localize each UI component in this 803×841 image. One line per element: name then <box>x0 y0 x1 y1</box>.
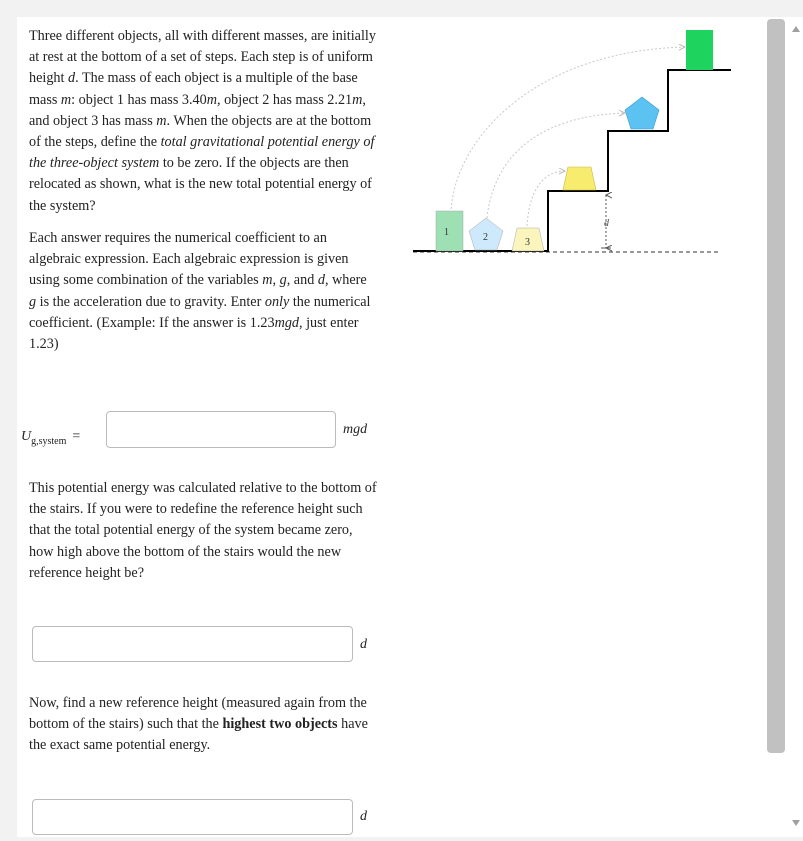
object-1-initial <box>436 211 463 251</box>
equal-energy-height-input[interactable] <box>32 799 353 835</box>
object-2-label: 2 <box>483 232 488 243</box>
scroll-up-icon[interactable] <box>792 26 800 32</box>
potential-energy-label: $U_{g,system}$ = <box>21 429 81 447</box>
step-height-label: d <box>604 218 609 229</box>
scrollbar-thumb[interactable] <box>767 19 785 753</box>
trajectory-object-2 <box>487 113 625 218</box>
reference-height-unit: d <box>360 637 367 652</box>
scroll-down-icon[interactable] <box>792 820 800 826</box>
answer-instructions: Each answer requires the numerical coefficient to an algebraic expression. Each algebraic expression is given using some combination of the variables m, g, and d, where g is the acceleration due to gravity. Enter only the numerical coefficient. (Example: If the answer is 1.23mgd, just enter 1.23) <box>29 230 371 353</box>
potential-energy-unit: mgd <box>343 422 368 437</box>
object-3-label: 3 <box>525 237 530 248</box>
problem-intro: Three different objects, all with different masses, are initially at rest at the bottom of a set of steps. Each step is of uniform height d. The mass of each object is a multiple of the base mass m: object 1 has mass 3.40m, object 2 has mass 2.21m, and object 3 has mass m. When the objects are at the bottom of the steps, define the total gravitational potential energy of the three-object system to be zero. If the objects are then relocated as shown, what is the new total potential energy of the system? <box>29 28 376 214</box>
stairs-figure <box>413 21 733 271</box>
equal-energy-height-unit: d <box>360 809 367 824</box>
potential-energy-input[interactable] <box>106 411 336 448</box>
equal-energy-question: Now, find a new reference height (measured again from the bottom of the stairs) such that the highest two objects have the exact same potential energy. <box>29 695 368 754</box>
trajectory-object-3 <box>527 171 565 226</box>
reference-height-question: This potential energy was calculated relative to the bottom of the stairs. If you were to redefine the reference height such that the total potential energy of the system became zero, how high above the bottom of the stairs would the new reference height be? <box>29 480 377 581</box>
object-2-relocated <box>625 97 659 129</box>
question-panel <box>17 17 765 837</box>
object-1-relocated <box>686 30 713 70</box>
object-1-label: 1 <box>444 227 449 238</box>
reference-height-input[interactable] <box>32 626 353 662</box>
object-3-relocated <box>563 167 596 190</box>
